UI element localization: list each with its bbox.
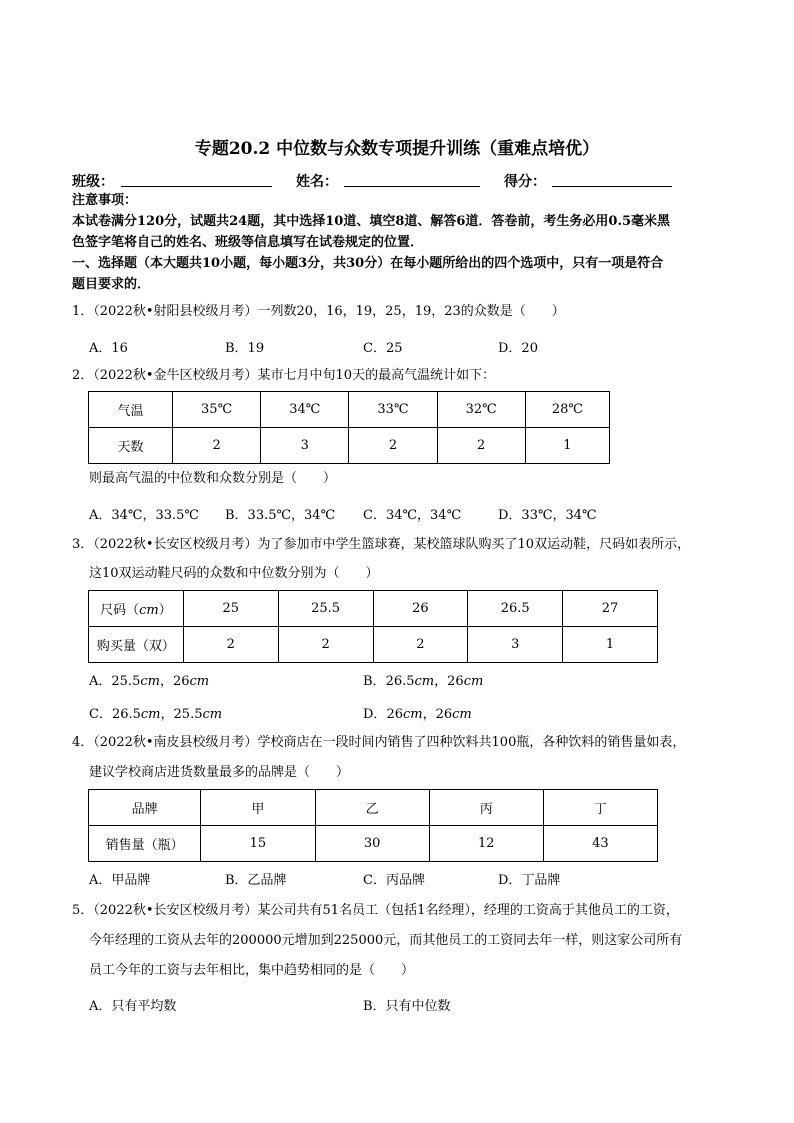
q2-table-cell: 35℃ xyxy=(172,392,260,428)
name-label: 姓名： xyxy=(296,174,338,190)
q2-table-cell: 33℃ xyxy=(349,392,437,428)
notice-heading: 注意事项： xyxy=(72,193,138,208)
q2-option-b[interactable]: B．33.5℃，34℃ xyxy=(225,508,336,523)
q4-table-cell: 30 xyxy=(315,826,429,862)
page-title: 专题20.2 中位数与众数专项提升训练（重难点培优） xyxy=(194,139,600,159)
q1-stem: 1．（2022秋•射阳县校级月考）一列数20，16，19，25，19，23的众数是（ ） xyxy=(72,304,565,319)
q3-table-cell: 26.5 xyxy=(468,591,563,627)
q2-option-a[interactable]: A．34℃，33.5℃ xyxy=(89,508,199,523)
q2-table-cell: 天数 xyxy=(89,428,173,464)
q2-stem: 2．（2022秋•金牛区校级月考）某市七月中旬10天的最高气温统计如下： xyxy=(72,368,496,383)
q2-option-c[interactable]: C．34℃，34℃ xyxy=(363,508,462,523)
section-heading-line-2: 题目要求的． xyxy=(72,277,151,292)
q3-table-cell: 2 xyxy=(278,627,373,663)
q3-table-cell: 25 xyxy=(183,591,278,627)
q3-table-cell: 27 xyxy=(563,591,658,627)
q2-table-cell: 2 xyxy=(172,428,260,464)
q1-option-a[interactable]: A．16 xyxy=(89,341,128,356)
q1-option-b[interactable]: B．19 xyxy=(225,341,265,356)
q2-table-cell: 气温 xyxy=(89,392,173,428)
notice-line-1: 本试卷满分120分，试题共24题，其中选择10道、填空8道、解答6道．答卷前，考生务必用0.5毫米黑 xyxy=(72,214,671,229)
q2-table-cell: 32℃ xyxy=(437,392,525,428)
q4-table-cell: 丙 xyxy=(429,790,543,826)
q2-table-cell: 34℃ xyxy=(261,392,349,428)
q5-stem-line-1: 5．（2022秋•长安区校级月考）某公司共有51名员工（包括1名经理），经理的工资高于其他员工的工资， xyxy=(72,903,679,918)
q3-table-cell: 1 xyxy=(563,627,658,663)
q3-table-cell: 25.5 xyxy=(278,591,373,627)
q3-option-b[interactable]: B．26.5cm，26cm xyxy=(363,674,484,689)
q3-option-d[interactable]: D．26cm，26cm xyxy=(363,707,472,722)
q4-option-a[interactable]: A．甲品牌 xyxy=(89,873,151,888)
q3-table-cell: 26 xyxy=(373,591,468,627)
q2-table-cell: 2 xyxy=(349,428,437,464)
class-field[interactable] xyxy=(121,186,272,187)
q3-stem-line-2: 这10双运动鞋尺码的众数和中位数分别为（ ） xyxy=(89,566,379,581)
q5-stem-line-2: 今年经理的工资从去年的200000元增加到225000元，而其他员工的工资同去年一样，则这家公司所有 xyxy=(89,933,683,948)
q3-table-cell: 购买量（双） xyxy=(89,627,184,663)
name-field[interactable] xyxy=(344,186,480,187)
q4-option-d[interactable]: D．丁品牌 xyxy=(498,873,561,888)
q4-table-cell: 甲 xyxy=(201,790,315,826)
q4-stem-line-1: 4．（2022秋•南皮县校级月考）学校商店在一段时间内销售了四种饮料共100瓶，各种饮料的销售量如表， xyxy=(72,735,686,750)
score-field[interactable] xyxy=(552,186,672,187)
q2-table-cell: 2 xyxy=(437,428,525,464)
q4-table-cell: 15 xyxy=(201,826,315,862)
q2-table-cell: 3 xyxy=(261,428,349,464)
q4-option-b[interactable]: B．乙品牌 xyxy=(225,873,287,888)
q2-table xyxy=(88,391,610,464)
q1-option-d[interactable]: D．20 xyxy=(498,341,538,356)
q3-option-c[interactable]: C．26.5cm，25.5cm xyxy=(89,707,223,722)
q2-follow: 则最高气温的中位数和众数分别是（ ） xyxy=(89,471,337,486)
q2-table-cell: 28℃ xyxy=(525,392,609,428)
notice-line-2: 色签字笔将自己的姓名、班级等信息填写在试卷规定的位置． xyxy=(72,235,424,250)
q2-table-cell: 1 xyxy=(525,428,609,464)
q3-table-header-cell: 尺码（cm） xyxy=(89,591,184,627)
q4-table-cell: 12 xyxy=(429,826,543,862)
q5-stem-line-3: 员工今年的工资与去年相比，集中趋势相同的是（ ） xyxy=(89,963,415,978)
q3-option-a[interactable]: A．25.5cm，26cm xyxy=(89,674,210,689)
q4-table-cell: 乙 xyxy=(315,790,429,826)
q3-table-cell: 2 xyxy=(373,627,468,663)
section-heading-line-1: 一、选择题（本大题共10小题，每小题3分，共30分）在每小题所给出的四个选项中，只有一项是符合 xyxy=(72,256,664,271)
q5-option-b[interactable]: B．只有中位数 xyxy=(363,999,451,1014)
q4-table-cell: 43 xyxy=(543,826,657,862)
q4-table-cell: 丁 xyxy=(543,790,657,826)
q3-table-cell: 3 xyxy=(468,627,563,663)
q4-option-c[interactable]: C．丙品牌 xyxy=(363,873,425,888)
class-label: 班级： xyxy=(72,174,114,190)
q2-option-d[interactable]: D．33℃，34℃ xyxy=(498,508,597,523)
q4-table xyxy=(88,789,658,862)
q4-stem-line-2: 建议学校商店进货数量最多的品牌是（ ） xyxy=(89,765,350,780)
q4-table-cell: 销售量（瓶） xyxy=(89,826,201,862)
q3-table-cell: 2 xyxy=(183,627,278,663)
q4-table-cell: 品牌 xyxy=(89,790,201,826)
score-label: 得分： xyxy=(504,174,546,190)
q3-table xyxy=(88,590,658,663)
q1-option-c[interactable]: C．25 xyxy=(363,341,403,356)
q5-option-a[interactable]: A．只有平均数 xyxy=(89,999,177,1014)
q3-stem-line-1: 3．（2022秋•长安区校级月考）为了参加市中学生篮球赛，某校篮球队购买了10双运动鞋，尺码如表所示， xyxy=(72,537,691,552)
